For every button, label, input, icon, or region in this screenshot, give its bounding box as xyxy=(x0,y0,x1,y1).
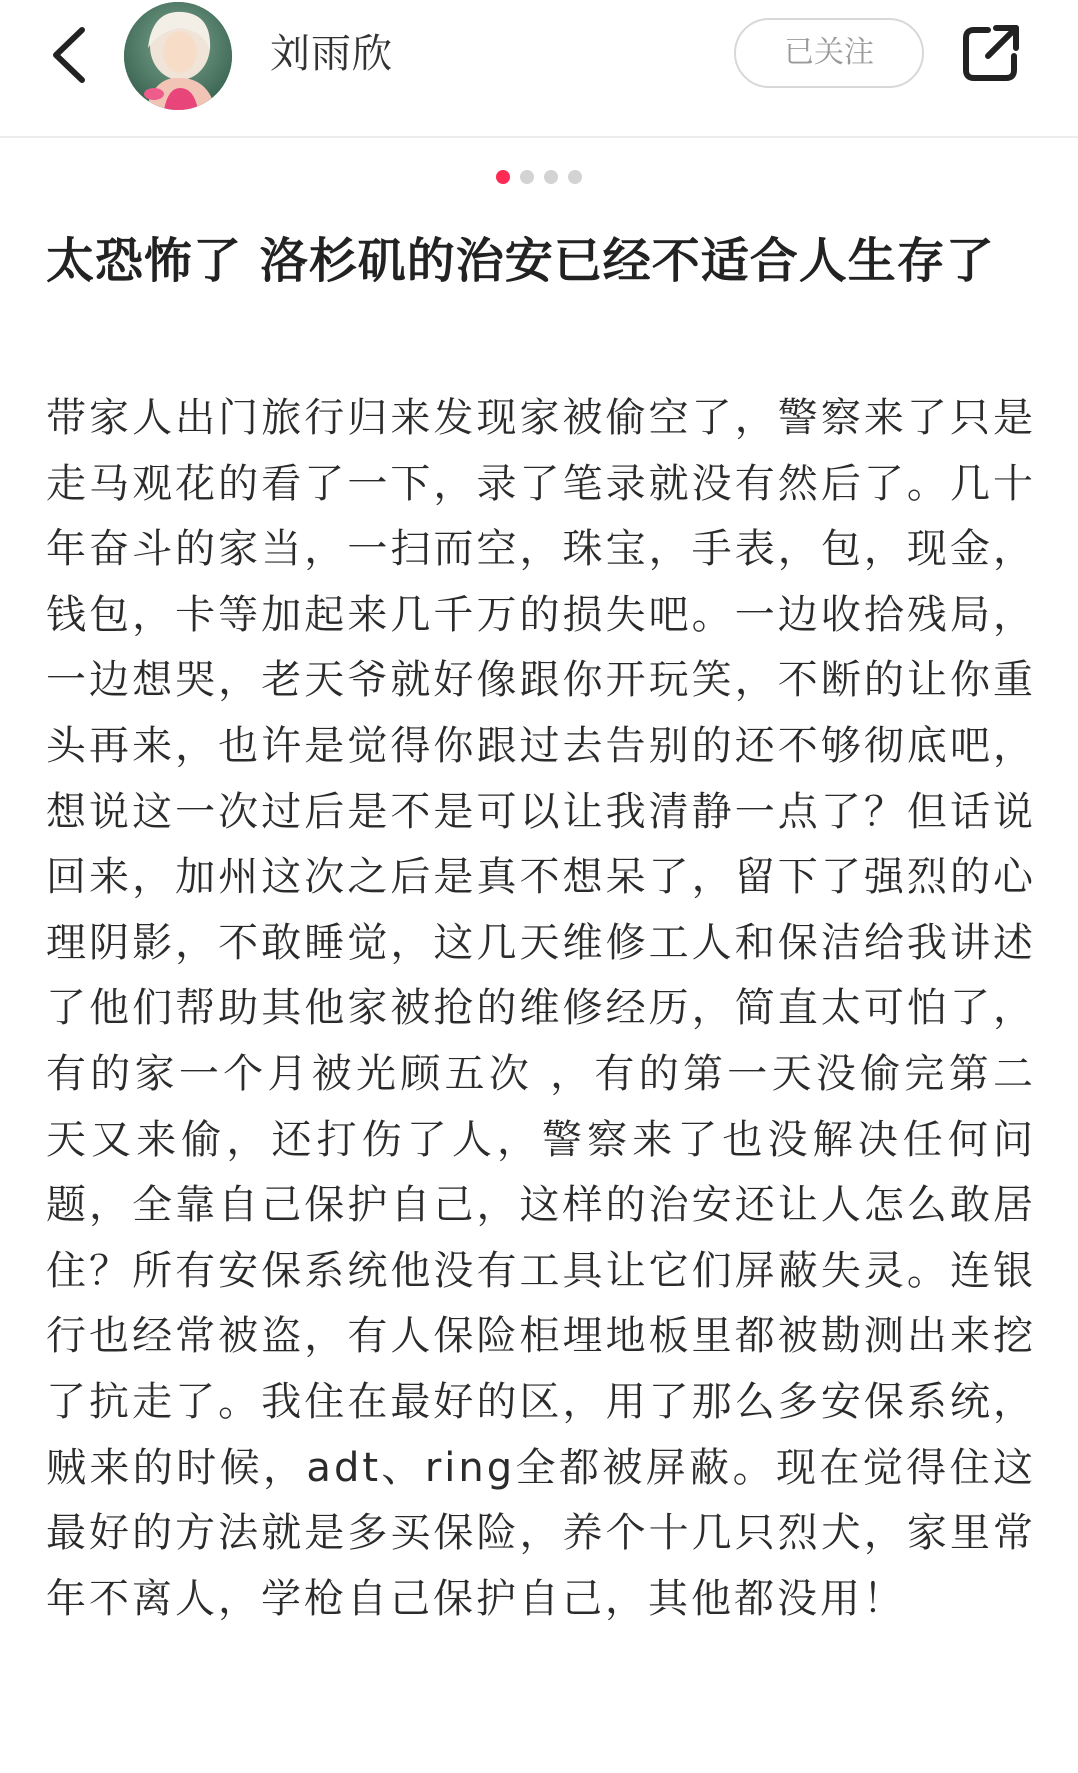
author-name[interactable]: 刘雨欣 xyxy=(270,31,393,77)
follow-button[interactable]: 已关注 xyxy=(734,18,924,88)
top-bar xyxy=(0,0,1078,138)
pagination-dot[interactable] xyxy=(520,170,534,184)
pagination-dot-active[interactable] xyxy=(496,170,510,184)
image-pagination-dots xyxy=(0,170,1078,188)
chevron-left-icon xyxy=(40,22,100,88)
avatar-image xyxy=(124,2,232,110)
share-button[interactable] xyxy=(958,20,1024,86)
back-button[interactable] xyxy=(40,22,100,88)
post-content: 带家人出门旅行归来发现家被偷空了，警察来了只是走马观花的看了一下，录了笔录就没有然后了。几十年奋斗的家当，一扫而空，珠宝，手表，包，现金，钱包，卡等加起来几千万的损失吧。一边收拾残局，一边想哭，老天爷就好像跟你开玩笑，不断的让你重头再来，也许是觉得你跟过去告别的还不够彻底吧，想说这一次过后是不是可以让我清静一点了？但话说回来，加州这次之后是真不想呆了，留下了强烈的心理阴影，不敢睡觉，这几天维修工人和保洁给我讲述了他们帮助其他家被抢的维修经历，简直太可怕了，有的家一个月被光顾五次 ，有的第一天没偷完第二天又来偷，还打伤了人，警察来了也没解决任何问题，全靠自己保护自己，这样的治安还让人怎么敢居住？所有安保系统他没有工具让它们屏蔽失灵。连银行也经常被盗，有人保险柜埋地板里都被勘测出来挖了抗走了。我住在最好的区，用了那么多安保系统，贼来的时候，adt、ring全都被屏蔽。现在觉得住这最好的方法就是多买保险，养个十几只烈犬，家里常年不离人，学枪自己保护自己，其他都没用！ xyxy=(46,395,1036,1622)
share-external-icon xyxy=(958,20,1024,86)
author-avatar[interactable] xyxy=(124,2,232,110)
pagination-dot[interactable] xyxy=(568,170,582,184)
post-title: 太恐怖了 洛杉矶的治安已经不适合人生存了 xyxy=(46,233,995,289)
pagination-dot[interactable] xyxy=(544,170,558,184)
